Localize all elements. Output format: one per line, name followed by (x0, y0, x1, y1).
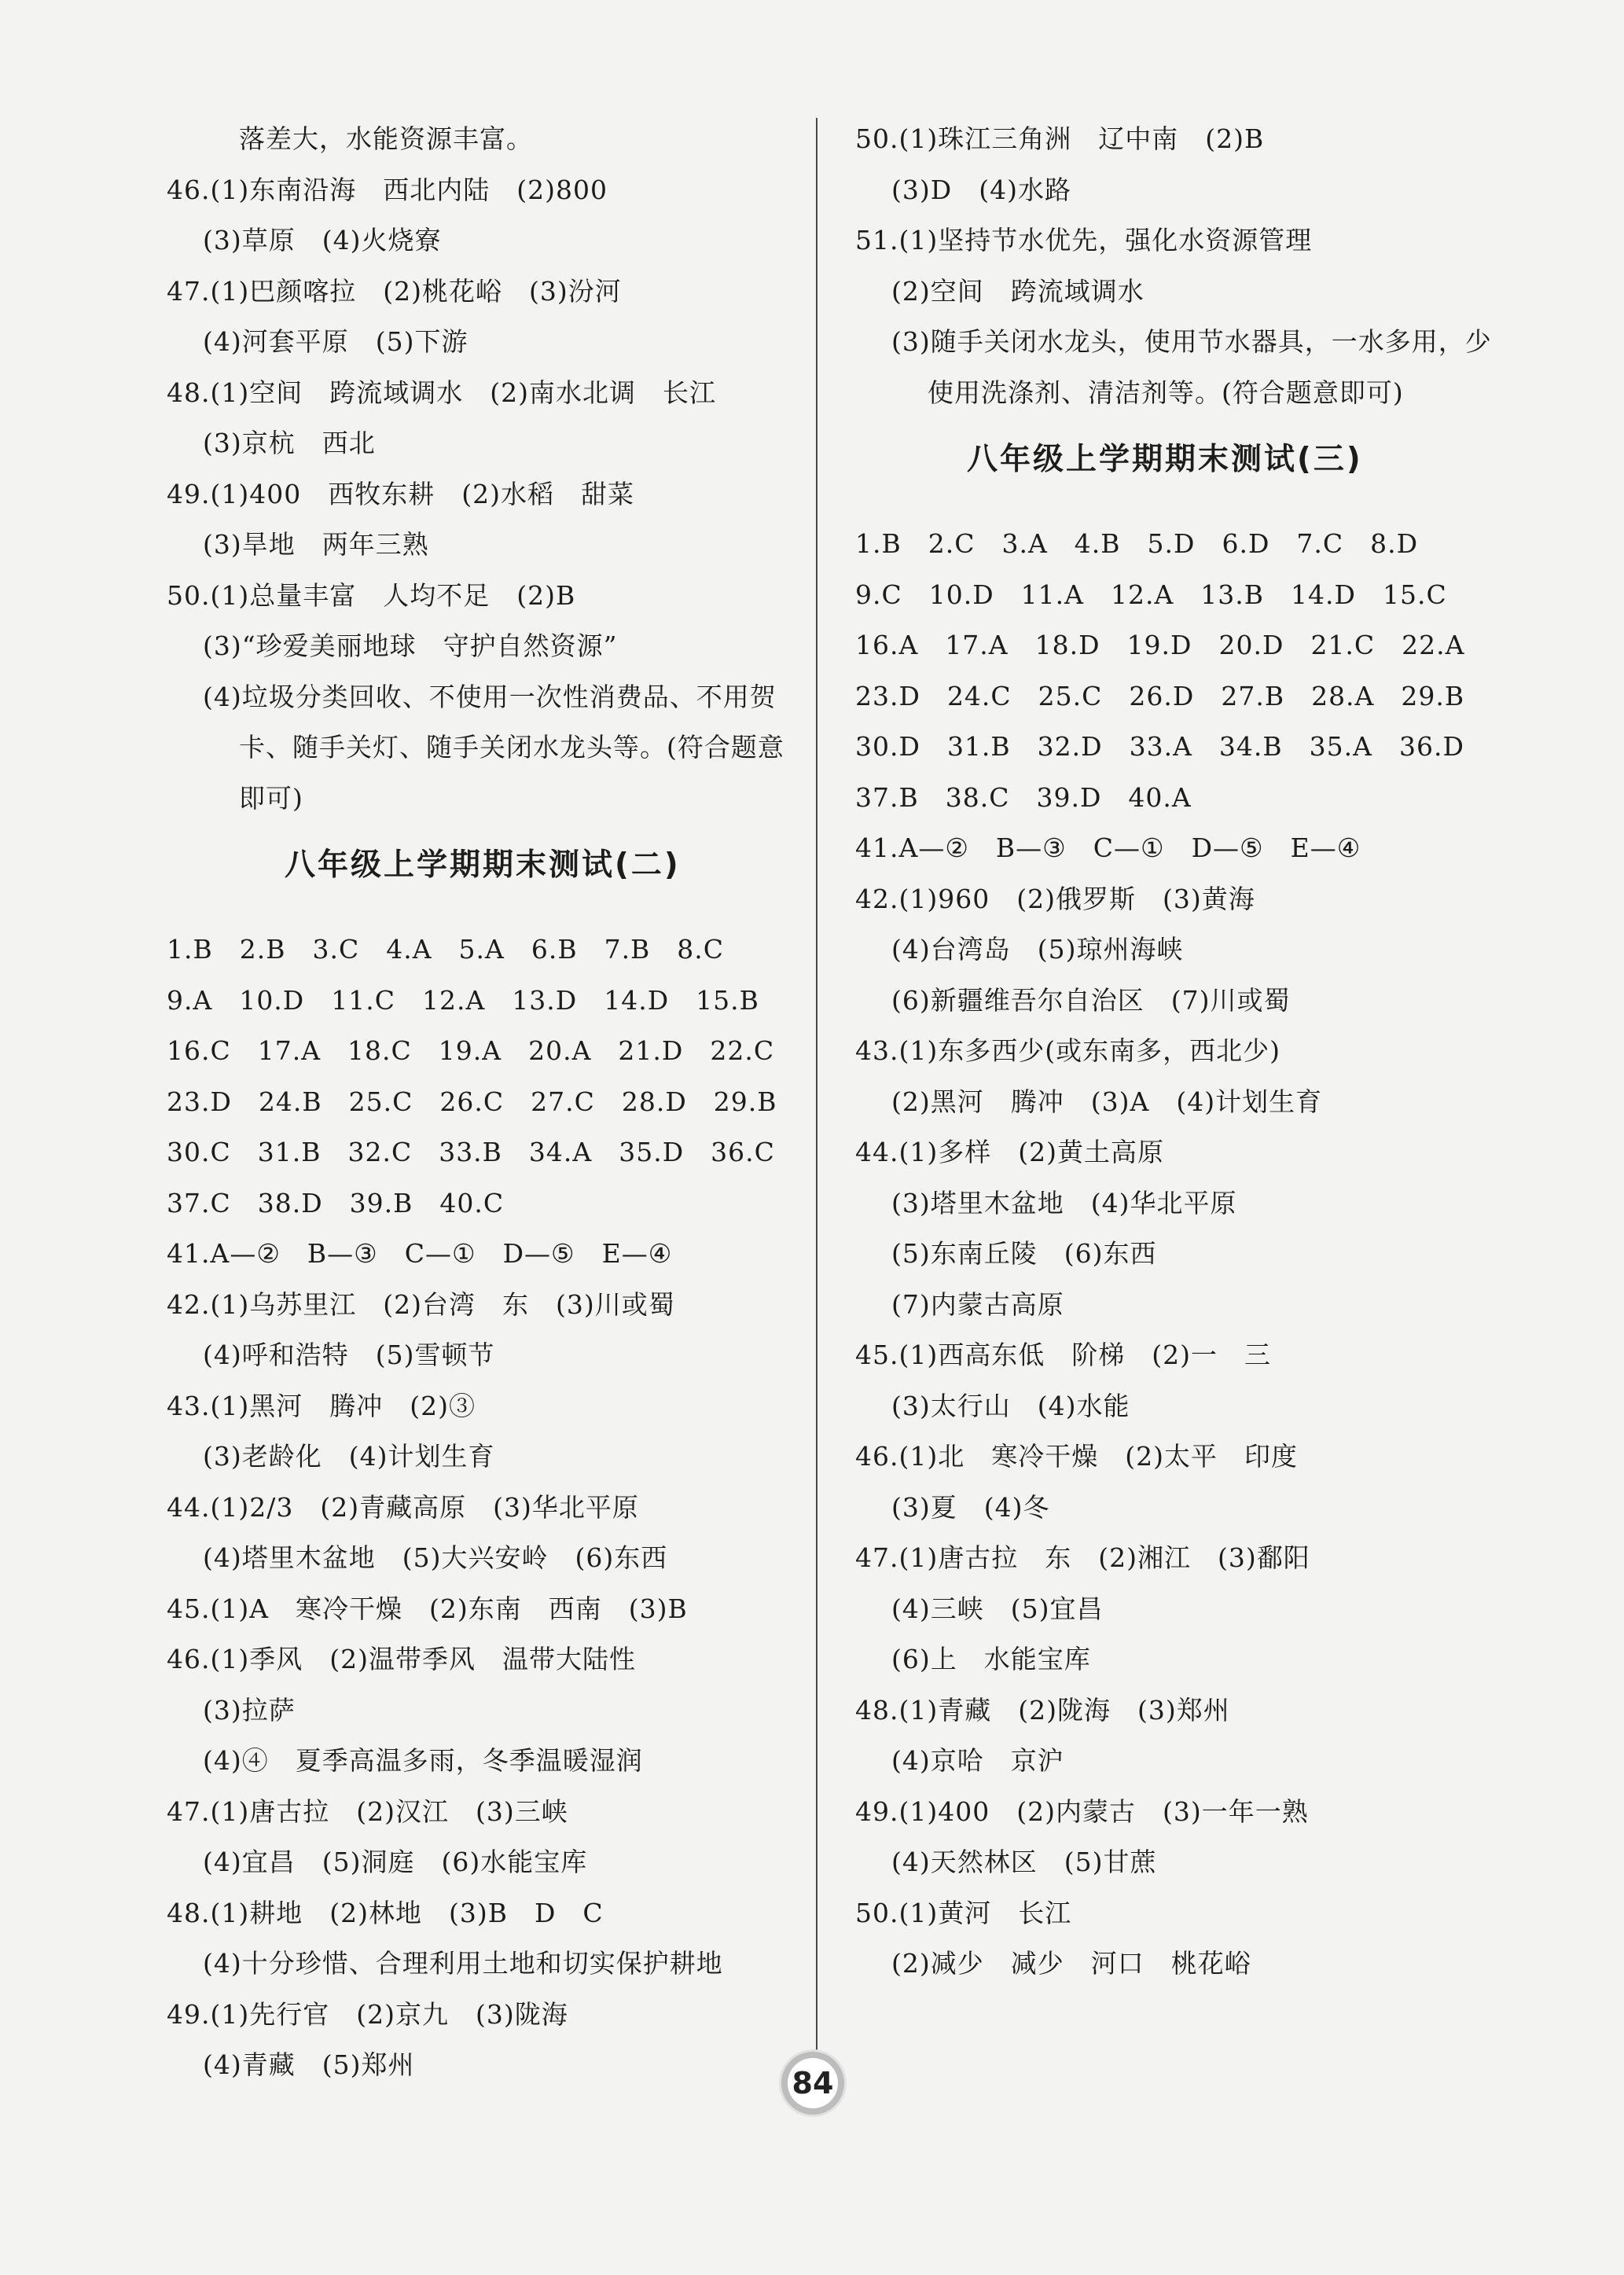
answer-line: 45.(1)A 寒冷干燥 (2)东南 西南 (3)B (167, 1593, 688, 1624)
answer-line: (3)“珍爱美丽地球 守护自然资源” (203, 630, 618, 661)
answer-line: (4)垃圾分类回收、不使用一次性消费品、不用贺 (203, 681, 777, 712)
answer-line: (3)D (4)水路 (891, 174, 1071, 205)
answer-line: 50.(1)黄河 长江 (855, 1897, 1072, 1928)
answer-line: (5)东南丘陵 (6)东西 (891, 1238, 1157, 1269)
answer-line: 43.(1)黑河 腾冲 (2)③ (167, 1390, 476, 1421)
answer-line: 23.D 24.B 25.C 26.C 27.C 28.D 29.B (167, 1086, 777, 1117)
answer-line: 37.B 38.C 39.D 40.A (855, 781, 1192, 813)
answer-line: 48.(1)耕地 (2)林地 (3)B D C (167, 1897, 604, 1928)
answer-line: (4)十分珍惜、合理利用土地和切实保护耕地 (203, 1948, 723, 1979)
answer-line: (3)老龄化 (4)计划生育 (203, 1441, 495, 1472)
answer-line: 47.(1)巴颜喀拉 (2)桃花峪 (3)汾河 (167, 275, 622, 307)
page-number-badge (781, 2052, 844, 2115)
column-divider (816, 118, 818, 2066)
answer-line: 落差大，水能资源丰富。 (239, 123, 533, 154)
answer-line: (3)拉萨 (203, 1694, 296, 1726)
answer-line: 42.(1)960 (2)俄罗斯 (3)黄海 (855, 883, 1255, 914)
answer-line: 30.D 31.B 32.D 33.A 34.B 35.A 36.D (855, 731, 1464, 762)
answer-line: (4)呼和浩特 (5)雪顿节 (203, 1340, 495, 1370)
page-number: 84 (792, 2066, 834, 2100)
answer-line: 23.D 24.C 25.C 26.D 27.B 28.A 29.B (855, 680, 1465, 711)
answer-line: 48.(1)青藏 (2)陇海 (3)郑州 (855, 1694, 1230, 1726)
answer-line: 44.(1)多样 (2)黄土高原 (855, 1137, 1164, 1167)
answer-line: 42.(1)乌苏里江 (2)台湾 东 (3)川或蜀 (167, 1288, 675, 1320)
answer-line: 43.(1)东多西少(或东南多，西北少) (855, 1035, 1280, 1066)
answer-line: 即可) (239, 782, 303, 814)
answer-line: 使用洗涤剂、清洁剂等。(符合题意即可) (928, 377, 1404, 408)
answer-line: (2)空间 跨流域调水 (891, 275, 1145, 307)
answer-line: 48.(1)空间 跨流域调水 (2)南水北调 长江 (167, 377, 716, 408)
answer-line: (4)青藏 (5)郑州 (203, 2049, 415, 2080)
answer-line: 46.(1)北 寒冷干燥 (2)太平 印度 (855, 1441, 1298, 1472)
answer-line: 45.(1)西高东低 阶梯 (2)一 三 (855, 1340, 1271, 1370)
answer-line: (4)台湾岛 (5)琼州海峡 (891, 934, 1184, 965)
answer-line: 1.B 2.B 3.C 4.A 5.A 6.B 7.B 8.C (167, 934, 725, 965)
answer-line: (4)三峡 (5)宜昌 (891, 1593, 1104, 1624)
answer-line: 卡、随手关灯、随手关闭水龙头等。(符合题意 (239, 732, 784, 763)
answer-line: 37.C 38.D 39.B 40.C (167, 1187, 505, 1218)
answer-line: 41.A—② B—③ C—① D—⑤ E—④ (855, 832, 1361, 863)
answer-line: 46.(1)东南沿海 西北内陆 (2)800 (167, 174, 608, 205)
answer-line: (4)塔里木盆地 (5)大兴安岭 (6)东西 (203, 1542, 668, 1573)
answer-line: 1.B 2.C 3.A 4.B 5.D 6.D 7.C 8.D (855, 528, 1419, 559)
answer-line: (3)草原 (4)火烧寮 (203, 225, 442, 255)
answer-line: (6)新疆维吾尔自治区 (7)川或蜀 (891, 984, 1291, 1016)
answer-line: 51.(1)坚持节水优先，强化水资源管理 (855, 225, 1313, 255)
answer-line: 9.C 10.D 11.A 12.A 13.B 14.D 15.C (855, 579, 1447, 610)
answer-line: (6)上 水能宝库 (891, 1644, 1091, 1674)
answer-line: 50.(1)珠江三角洲 辽中南 (2)B (855, 123, 1265, 154)
answer-line: (4)河套平原 (5)下游 (203, 326, 468, 357)
answer-line: (3)京杭 西北 (203, 428, 376, 458)
answer-line: (3)夏 (4)冬 (891, 1491, 1050, 1523)
answer-line: 16.C 17.A 18.C 19.A 20.A 21.D 22.C (167, 1035, 775, 1066)
answer-line: (7)内蒙古高原 (891, 1288, 1064, 1320)
answer-line: (4)天然林区 (5)甘蔗 (891, 1847, 1157, 1877)
answer-line: 47.(1)唐古拉 (2)汉江 (3)三峡 (167, 1795, 568, 1827)
answer-line: 44.(1)2/3 (2)青藏高原 (3)华北平原 (167, 1491, 639, 1523)
answer-line: 41.A—② B—③ C—① D—⑤ E—④ (167, 1238, 673, 1269)
answer-line: (3)太行山 (4)水能 (891, 1390, 1130, 1421)
answer-line: (3)旱地 两年三熟 (203, 529, 429, 560)
answer-line: 49.(1)先行官 (2)京九 (3)陇海 (167, 1998, 568, 2030)
answer-line: (3)塔里木盆地 (4)华北平原 (891, 1187, 1237, 1218)
section-heading: 八年级上学期期末测试(三) (967, 442, 1363, 477)
answer-line: 46.(1)季风 (2)温带季风 温带大陆性 (167, 1644, 636, 1674)
answer-line: 30.C 31.B 32.C 33.B 34.A 35.D 36.C (167, 1137, 775, 1167)
answer-line: (4)宜昌 (5)洞庭 (6)水能宝库 (203, 1847, 588, 1877)
answer-line: (4)④ 夏季高温多雨，冬季温暖湿润 (203, 1745, 643, 1776)
section-heading: 八年级上学期期末测试(二) (285, 847, 681, 883)
answer-line: 47.(1)唐古拉 东 (2)湘江 (3)鄱阳 (855, 1542, 1310, 1573)
answer-line: (2)黑河 腾冲 (3)A (4)计划生育 (891, 1086, 1323, 1117)
answer-line: (4)京哈 京沪 (891, 1745, 1064, 1776)
answer-line: 16.A 17.A 18.D 19.D 20.D 21.C 22.A (855, 630, 1465, 660)
answer-line: 49.(1)400 西牧东耕 (2)水稻 甜菜 (167, 478, 634, 509)
answer-line: 49.(1)400 (2)内蒙古 (3)一年一熟 (855, 1795, 1309, 1827)
answer-line: (3)随手关闭水龙头，使用节水器具，一水多用，少 (891, 326, 1492, 357)
answer-line: 9.A 10.D 11.C 12.A 13.D 14.D 15.B (167, 984, 759, 1016)
answer-line: (2)减少 减少 河口 桃花峪 (891, 1948, 1251, 1979)
answer-line: 50.(1)总量丰富 人均不足 (2)B (167, 579, 576, 611)
